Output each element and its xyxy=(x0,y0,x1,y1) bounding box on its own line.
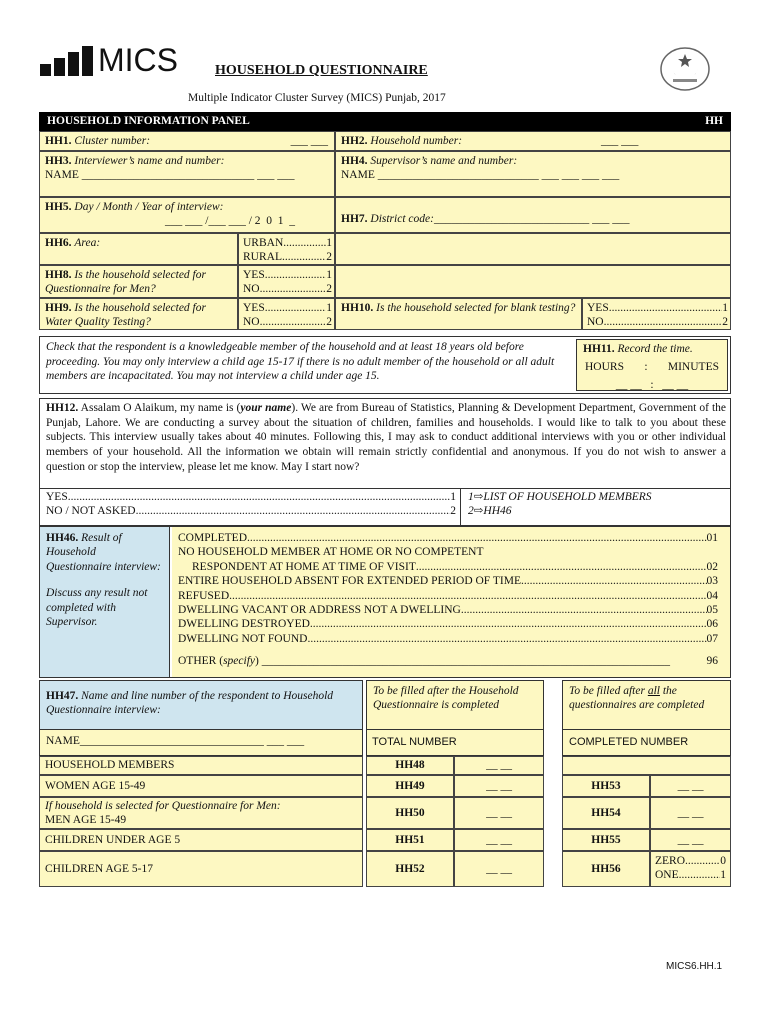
hh12-options[interactable] xyxy=(46,490,456,519)
table-completed-code-text: HH53 xyxy=(591,779,621,792)
panel-title: HOUSEHOLD INFORMATION PANEL xyxy=(47,115,250,127)
hh47-label: HH47. xyxy=(46,690,79,702)
table-row-label-text: MEN AGE 15-49 xyxy=(45,814,127,826)
hh9-opt-no: NO xyxy=(243,316,260,329)
table-row-label-text: CHILDREN AGE 5-17 xyxy=(45,862,153,875)
table-completed-blank[interactable] xyxy=(650,797,731,829)
hh11-box[interactable] xyxy=(576,339,728,391)
bar-chart-icon xyxy=(40,46,96,80)
hh46-option-code[interactable]: 03 xyxy=(706,575,718,588)
mics-logo xyxy=(40,42,190,80)
table-completed-blank[interactable] xyxy=(650,829,731,851)
hh46-option[interactable] xyxy=(178,603,718,617)
table-option-code[interactable]: 1 xyxy=(720,869,726,882)
table-completed-option[interactable] xyxy=(655,854,726,868)
hh46-option-label: COMPLETED xyxy=(178,532,247,544)
hh8-right-blank xyxy=(335,265,731,298)
hh6-opt-rural: RURAL xyxy=(243,251,282,264)
hh46-option-label: RESPONDENT AT HOME AT TIME OF VISIT xyxy=(192,560,416,573)
table-total-blank[interactable] xyxy=(454,851,544,887)
hh46-option-code[interactable]: 07 xyxy=(706,632,718,645)
table-row-label xyxy=(39,829,363,851)
hh46-option-label: DWELLING VACANT OR ADDRESS NOT A DWELLING xyxy=(178,603,461,616)
hh10-text: Is the household selected for blank testing? xyxy=(376,302,576,314)
table-row-label xyxy=(39,756,363,775)
hh47-name-field[interactable]: NAME________________________________ ___ ___ xyxy=(40,730,362,755)
hh2-label: HH2. xyxy=(341,135,368,147)
hh6-code-urban[interactable]: 1 xyxy=(326,237,332,249)
hh8-cell xyxy=(39,265,238,298)
hh9-cell xyxy=(39,298,238,330)
table-total-code xyxy=(366,829,454,851)
table-completed-empty xyxy=(562,756,731,775)
table-completed-code xyxy=(562,775,650,797)
table-completed-code xyxy=(562,851,650,887)
table-completed-code xyxy=(562,797,650,829)
table-total-blank-field[interactable]: __ __ xyxy=(486,779,512,792)
table-row-label-text: WOMEN AGE 15-49 xyxy=(45,779,146,792)
hh46-option-label: DWELLING NOT FOUND xyxy=(178,632,308,645)
table-completed-code-text: HH54 xyxy=(591,806,621,819)
hh46-label-cell xyxy=(40,527,170,677)
hh8-text: Is the household selected for Questionnaire for Men? xyxy=(45,269,206,296)
hh12-name: your name xyxy=(240,402,292,414)
hh9-code-no[interactable]: 2 xyxy=(326,316,332,329)
hh10-opt-yes: YES xyxy=(587,302,609,314)
table-total-blank[interactable] xyxy=(454,797,544,829)
hh6-right-blank xyxy=(335,233,731,265)
hh11-hours-label: HOURS xyxy=(585,361,624,374)
after-all-all: all xyxy=(647,685,660,697)
hh12-skips xyxy=(468,490,652,519)
hh1-label: HH1. xyxy=(45,135,72,147)
after-all-divider xyxy=(562,729,731,730)
panel-title-bar xyxy=(39,112,731,131)
hh5-date-field[interactable]: ___ ___ /___ ___ / 2 0 1 _ xyxy=(165,215,296,228)
hh46-option[interactable] xyxy=(178,589,718,603)
hh5-cell[interactable] xyxy=(39,197,335,233)
hh46-option[interactable] xyxy=(178,545,718,559)
hh46-option-code[interactable]: 02 xyxy=(706,560,718,573)
table-total-code xyxy=(366,756,454,775)
hh10-code-no[interactable]: 2 xyxy=(722,316,728,329)
hh3-text: Interviewer’s name and number: xyxy=(74,155,225,167)
table-total-blank[interactable] xyxy=(454,829,544,851)
table-total-code-text: HH51 xyxy=(395,833,425,846)
hh6-opt-urban: URBAN xyxy=(243,237,284,249)
hh46-option[interactable] xyxy=(178,574,718,588)
table-total-blank-field[interactable]: __ __ xyxy=(486,759,512,772)
hh46-option[interactable] xyxy=(178,632,718,646)
table-total-code xyxy=(366,797,454,829)
hh46-option-code[interactable]: 05 xyxy=(706,603,718,616)
hh12-post: ). We are from Bureau of Statistics, Planning & Development Department, Government of the Punjab, Lahore. We are conducting a survey about the situation of children, families and households. I would like to talk to you about these subjects. This interview usually takes about 40 minutes. Following this, I may ask to conduct additional interviews with you or other individual members of your household. All the information we obtain will remain strictly confidential and anonymous. If you do not wish to answer a question or stop the interview, please let me know. May I start now? xyxy=(46,402,727,473)
hh46-options-cell[interactable]: COMPLETED ..... 01 NO HOUSEHOLD MEMBER AT HOME OR NO COMPETENT RESPONDENT AT HOME AT TIME OF VISIT ..... 02 ENTIRE HOUSEHOLD ABSENT FOR EXTENDED PERIOD OF TIME ..... 03 REFUSED ..... 04 DWELLING VACANT OR ADDRESS NOT A DWELLING ..... 05 DWELLING DESTROYED ..... 06 DWELLING NOT FOUND ..... 07 OTHER (specify) _______________________________________________________________________ 96 xyxy=(172,527,730,677)
hh46-other-field[interactable]: _______________________________________________________________________ xyxy=(261,655,670,667)
hh11-colon: : xyxy=(644,361,648,374)
hh2-text: Household number: xyxy=(370,135,463,147)
hh9-opt-yes: YES xyxy=(243,302,265,314)
hh46-option-code[interactable]: 01 xyxy=(706,532,718,544)
page-title: HOUSEHOLD QUESTIONNAIRE xyxy=(215,63,428,78)
hh7-cell[interactable] xyxy=(335,197,731,233)
hh11-label: HH11. xyxy=(583,343,615,355)
hh47-text: Name and line number of the respondent to Household Questionnaire interview: xyxy=(46,690,334,717)
punjab-seal-icon xyxy=(658,46,712,92)
table-total-code-text: HH49 xyxy=(395,779,425,792)
hh9-label: HH9. xyxy=(45,302,72,314)
hh6-text: Area: xyxy=(74,237,101,249)
hh8-options[interactable] xyxy=(238,265,335,298)
hh46-option-label: DWELLING DESTROYED xyxy=(178,618,310,631)
table-completed-blank[interactable] xyxy=(650,851,731,887)
hh2-blank[interactable]: ___ ___ xyxy=(601,135,639,147)
table-completed-option[interactable] xyxy=(655,868,726,882)
hh10-options[interactable] xyxy=(582,298,731,330)
hh1-text: Cluster number: xyxy=(74,135,151,147)
hh12-line xyxy=(39,488,731,489)
hh10-opt-no: NO. xyxy=(587,316,607,329)
hh11-text: Record the time. xyxy=(617,343,693,355)
hh46-option-code[interactable]: 06 xyxy=(706,618,718,631)
hh8-opt-yes: YES xyxy=(243,269,265,281)
hh4-name-field[interactable]: NAME ____________________________ ___ ___ ___ ___ xyxy=(341,169,620,182)
hh46-option-label: NO HOUSEHOLD MEMBER AT HOME OR NO COMPETENT xyxy=(178,546,484,559)
hh3-name-field[interactable]: NAME ______________________________ ___ ___ xyxy=(45,169,295,182)
hh4-cell[interactable] xyxy=(335,151,731,197)
hh2-cell[interactable] xyxy=(335,131,731,151)
hh10-code-yes[interactable]: 1 xyxy=(722,302,728,314)
table-total-code-text: HH52 xyxy=(395,862,425,875)
table-completed-code xyxy=(562,829,650,851)
hh46-text: Result of Household Questionnaire interview: xyxy=(46,532,161,573)
hh7-text: District code: xyxy=(370,213,434,225)
after-hh-text: To be filled after the Household Questionnaire is completed xyxy=(373,685,519,712)
hh7-district-field[interactable]: ___________________________ ___ ___ xyxy=(433,213,630,225)
hh8-code-no[interactable]: 2 xyxy=(326,283,332,296)
table-completed-code-text: HH55 xyxy=(591,833,621,846)
after-hh-divider xyxy=(366,729,544,730)
hh4-label: HH4. xyxy=(341,155,368,167)
hh46-option-label: REFUSED xyxy=(178,589,230,602)
table-completed-blank-field[interactable]: __ __ xyxy=(677,779,704,792)
hh8-opt-no: NO xyxy=(243,283,260,296)
hh1-blank[interactable]: ___ ___ xyxy=(290,135,328,147)
hh46-discuss: Discuss any result not completed with Supervisor. xyxy=(46,587,148,628)
hh8-code-yes[interactable]: 1 xyxy=(326,269,332,281)
table-row-label-text: CHILDREN UNDER AGE 5 xyxy=(45,833,181,846)
table-completed-blank-field[interactable]: __ __ xyxy=(677,833,704,846)
table-row-label xyxy=(39,797,363,829)
hh7-label: HH7. xyxy=(341,213,368,225)
hh46-option-label: ENTIRE HOUSEHOLD ABSENT FOR EXTENDED PERIOD OF TIME xyxy=(178,575,521,588)
after-all-pre: To be filled after xyxy=(569,685,648,697)
hh10-label: HH10. xyxy=(341,302,374,314)
completed-number-header: COMPLETED NUMBER xyxy=(569,736,689,748)
hh46-label: HH46. xyxy=(46,532,79,544)
after-all-post: the questionnaires are completed xyxy=(569,685,705,712)
hh6-options[interactable] xyxy=(238,233,335,265)
hh46-option[interactable] xyxy=(178,531,718,545)
hh12-code-no[interactable]: 2 xyxy=(450,505,456,518)
table-row-label xyxy=(39,851,363,887)
hh9-options[interactable] xyxy=(238,298,335,330)
table-option-label: ONE xyxy=(655,869,679,882)
hh12-intro xyxy=(46,401,726,475)
hh46-option[interactable] xyxy=(178,617,718,631)
table-option-label: ZERO xyxy=(655,855,686,867)
table-total-blank-field[interactable]: __ __ xyxy=(486,862,512,875)
table-total-blank[interactable] xyxy=(454,756,544,775)
page-subtitle: Multiple Indicator Cluster Survey (MICS) Punjab, 2017 xyxy=(188,92,446,104)
table-total-blank[interactable] xyxy=(454,775,544,797)
hh3-cell[interactable] xyxy=(39,151,335,197)
footer-code: MICS6.HH.1 xyxy=(666,961,723,972)
table-row-label-text: HOUSEHOLD MEMBERS xyxy=(45,759,175,772)
table-total-code-text: HH48 xyxy=(395,759,425,772)
hh46-option-code[interactable]: 04 xyxy=(706,589,718,602)
hh6-code-rural[interactable]: 2 xyxy=(326,251,332,264)
table-completed-code-text: HH56 xyxy=(591,862,621,875)
hh6-cell xyxy=(39,233,238,265)
hh12-skip-no: 2⇨HH46 xyxy=(468,505,512,518)
table-total-code xyxy=(366,851,454,887)
hh9-code-yes[interactable]: 1 xyxy=(326,302,332,314)
hh8-label: HH8. xyxy=(45,269,72,281)
table-total-blank-field[interactable]: __ __ xyxy=(486,833,512,846)
table-completed-blank-field[interactable]: __ __ xyxy=(677,806,704,819)
hh10-cell xyxy=(335,298,582,330)
hh11-time-field[interactable]: __ __ : __ __ xyxy=(615,378,689,391)
logo-text: MICS xyxy=(98,42,178,78)
hh5-text: Day / Month / Year of interview: xyxy=(74,201,224,213)
check-instruction-text: Check that the respondent is a knowledgeable member of the household and at least 18 years old before proceeding. You may only interview a child age 15-17 if there is no adult member of the household or all adult members are incapacitated. You may not interview a child under age 15. xyxy=(46,341,555,383)
hh3-label: HH3. xyxy=(45,155,72,167)
table-total-code-text: HH50 xyxy=(395,806,425,819)
hh12-opt-no: NO / NOT ASKED xyxy=(46,505,136,518)
table-option-code[interactable]: 0 xyxy=(720,855,726,867)
hh4-text: Supervisor’s name and number: xyxy=(370,155,518,167)
hh12-skip-divider xyxy=(460,488,461,526)
table-row-label xyxy=(39,775,363,797)
hh12-label: HH12. xyxy=(46,402,79,414)
table-row-label-note: If household is selected for Questionnaire for Men: xyxy=(45,799,281,812)
panel-code: HH xyxy=(705,115,723,127)
hh1-cell[interactable] xyxy=(39,131,335,151)
hh46-other-code[interactable]: 96 xyxy=(706,655,718,667)
table-completed-blank[interactable] xyxy=(650,775,731,797)
table-total-blank-field[interactable]: __ __ xyxy=(486,806,512,819)
table-total-code xyxy=(366,775,454,797)
total-number-header: TOTAL NUMBER xyxy=(372,736,457,748)
hh12-skip-yes: 1⇨LIST OF HOUSEHOLD MEMBERS xyxy=(468,491,652,503)
hh5-label: HH5. xyxy=(45,201,72,213)
hh12-code-yes[interactable]: 1 xyxy=(450,491,456,503)
hh12-pre: Assalam O Alaikum, my name is ( xyxy=(80,402,241,414)
hh46-other: OTHER xyxy=(178,655,217,667)
hh12-opt-yes: YES xyxy=(46,491,68,503)
hh11-minutes-label: MINUTES xyxy=(667,361,719,374)
hh46-specify: specify xyxy=(223,655,255,667)
hh9-text: Is the household selected for Water Quality Testing? xyxy=(45,302,206,329)
hh6-label: HH6. xyxy=(45,237,72,249)
hh46-option[interactable] xyxy=(178,560,718,574)
